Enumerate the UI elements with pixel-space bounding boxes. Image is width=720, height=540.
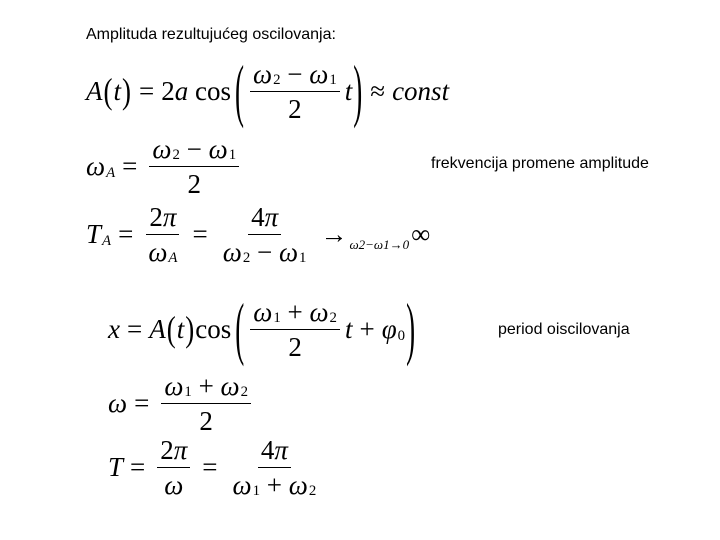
t-fraction-1: 2 π ω (157, 436, 190, 500)
period-annotation: period oiscilovanja (498, 321, 630, 338)
omega-equation: ω = ω 1 + ω 2 2 (108, 372, 256, 436)
omega-a-equation: ω A = ω 2 − ω 1 2 (86, 135, 244, 199)
x-fraction: ω 1 + ω 2 2 (250, 298, 340, 362)
amplitude-fraction: ω 2 − ω 1 2 (250, 60, 340, 124)
frequency-annotation: frekvencija promene amplitude (431, 155, 649, 172)
t-equation: T = 2 π ω = 4 π ω 1 + ω 2 (108, 436, 324, 500)
amplitude-equation: A ( t ) = 2 a cos ( ω 2 − ω 1 2 t ) ≈ const (86, 51, 450, 130)
omega-a-fraction: ω 2 − ω 1 2 (149, 135, 239, 199)
limit-subscript: ω2−ω1→0 (349, 236, 410, 252)
infinity-symbol: ∞ (411, 219, 431, 250)
t-a-fraction-1: 2 π ω A (148, 202, 178, 268)
t-a-equation: T A = 2 π ω A = 4 π ω 2 − ω 1 → ω2−ω1→0 ∞ (86, 202, 431, 268)
x-equation: x = A ( t ) cos ( ω 1 + ω 2 2 t + φ 0 ) (108, 289, 416, 368)
slide-heading: Amplituda rezultujućeg oscilovanja: (86, 26, 336, 43)
omega-fraction: ω 1 + ω 2 2 (161, 372, 251, 436)
t-a-fraction-2: 4 π ω 2 − ω 1 (222, 202, 307, 268)
t-fraction-2: 4 π ω 1 + ω 2 (232, 435, 317, 501)
